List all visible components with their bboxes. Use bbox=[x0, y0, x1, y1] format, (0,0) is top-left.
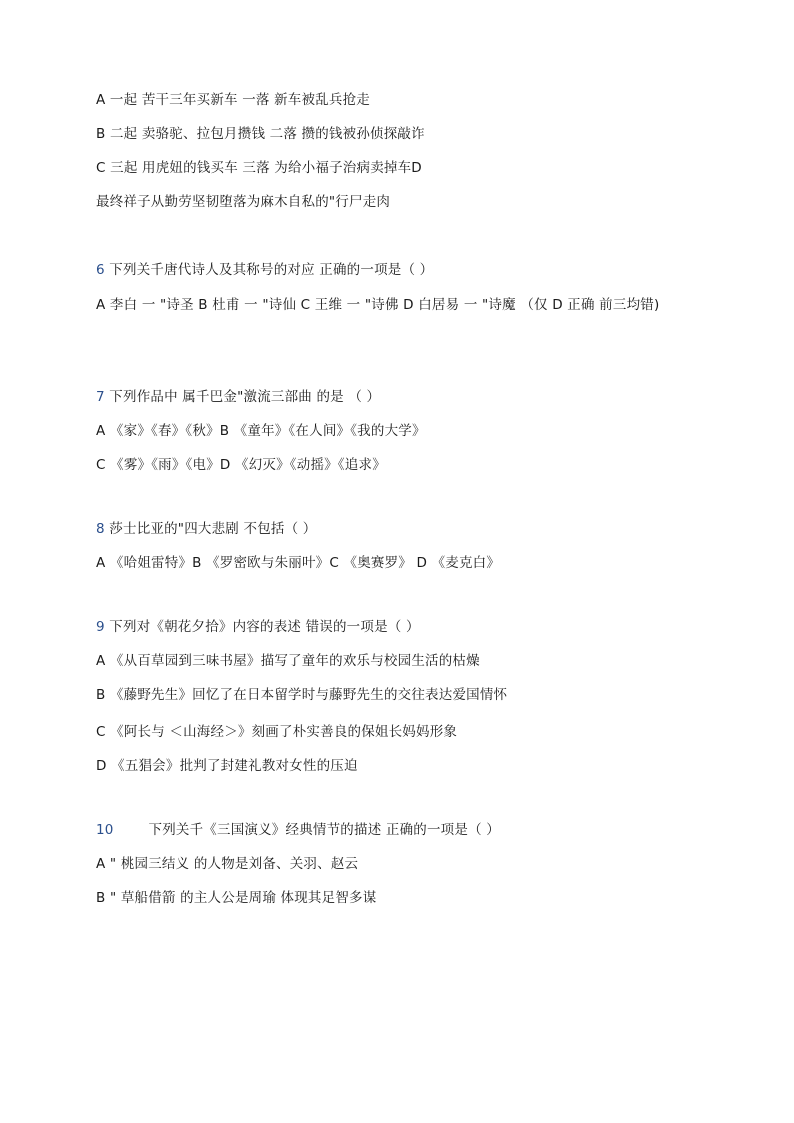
q10-number: 10 bbox=[96, 822, 114, 838]
q9-option-b: B 《藤野先生》回忆了在日本留学时与藤野先生的交往表达爱国情怀 bbox=[96, 687, 508, 703]
q9-number: 9 bbox=[96, 619, 105, 635]
q8-stem-text: 莎士比亚的"四大悲剧 不包括（ ） bbox=[104, 521, 317, 537]
q10-option-b: B " 草船借箭 的主人公是周瑜 体现其足智多谋 bbox=[96, 890, 377, 906]
q8-number: 8 bbox=[96, 521, 105, 537]
q9-stem bbox=[96, 618, 420, 636]
q6-options: A 李白 一 "诗圣 B 杜甫 一 "诗仙 C 王维 一 "诗佛 D 白居易 一 "诗魔 （仅 D 正确 前三均错) bbox=[96, 297, 660, 313]
q7-option-ab: A 《家》《春》《秋》B 《童年》《在人间》《我的大学》 bbox=[96, 423, 426, 439]
q10-stem-text: 下列关千《三国演义》经典情节的描述 正确的一项是（ ） bbox=[144, 822, 500, 838]
q9-option-d: D 《五猖会》批判了封建礼教对女性的压迫 bbox=[96, 758, 358, 774]
q9-stem-text: 下列对《朝花夕拾》内容的表述 错误的一项是（ ） bbox=[104, 619, 420, 635]
q6-number: 6 bbox=[96, 262, 105, 278]
q5-option-c: C 三起 用虎妞的钱买车 三落 为给小福子治病卖掉车D bbox=[96, 160, 422, 176]
q10-option-a: A " 桃园三结义 的人物是刘备、关羽、赵云 bbox=[96, 856, 359, 872]
q7-option-cd: C 《雾》《雨》《电》D 《幻灭》《动摇》《追求》 bbox=[96, 457, 386, 473]
q8-stem bbox=[96, 520, 316, 538]
q7-stem bbox=[96, 388, 380, 406]
q5-option-d: 最终祥子从勤劳坚韧堕落为麻木自私的"行尸走肉 bbox=[96, 194, 391, 210]
q9-option-c: C 《阿长与 ＜山海经＞》刻画了朴实善良的保姐长妈妈形象 bbox=[96, 724, 458, 740]
q6-stem-text: 下列关千唐代诗人及其称号的对应 正确的一项是（ ） bbox=[104, 262, 434, 278]
q8-options: A 《哈姐雷特》B 《罗密欧与朱丽叶》C 《奥赛罗》 D 《麦克白》 bbox=[96, 555, 501, 571]
q7-number: 7 bbox=[96, 389, 105, 405]
q5-option-a: A 一起 苦干三年买新车 一落 新车被乱兵抢走 bbox=[96, 92, 370, 108]
q6-stem bbox=[96, 261, 433, 279]
q10-stem bbox=[96, 821, 500, 839]
q5-option-b: B 二起 卖骆驼、拉包月攒钱 二落 攒的钱被孙侦探敲诈 bbox=[96, 126, 425, 142]
q9-option-a: A 《从百草园到三味书屋》描写了童年的欢乐与校园生活的枯燥 bbox=[96, 653, 480, 669]
q7-stem-text: 下列作品中 属千巴金"激流三部曲 的是 （ ） bbox=[104, 389, 381, 405]
